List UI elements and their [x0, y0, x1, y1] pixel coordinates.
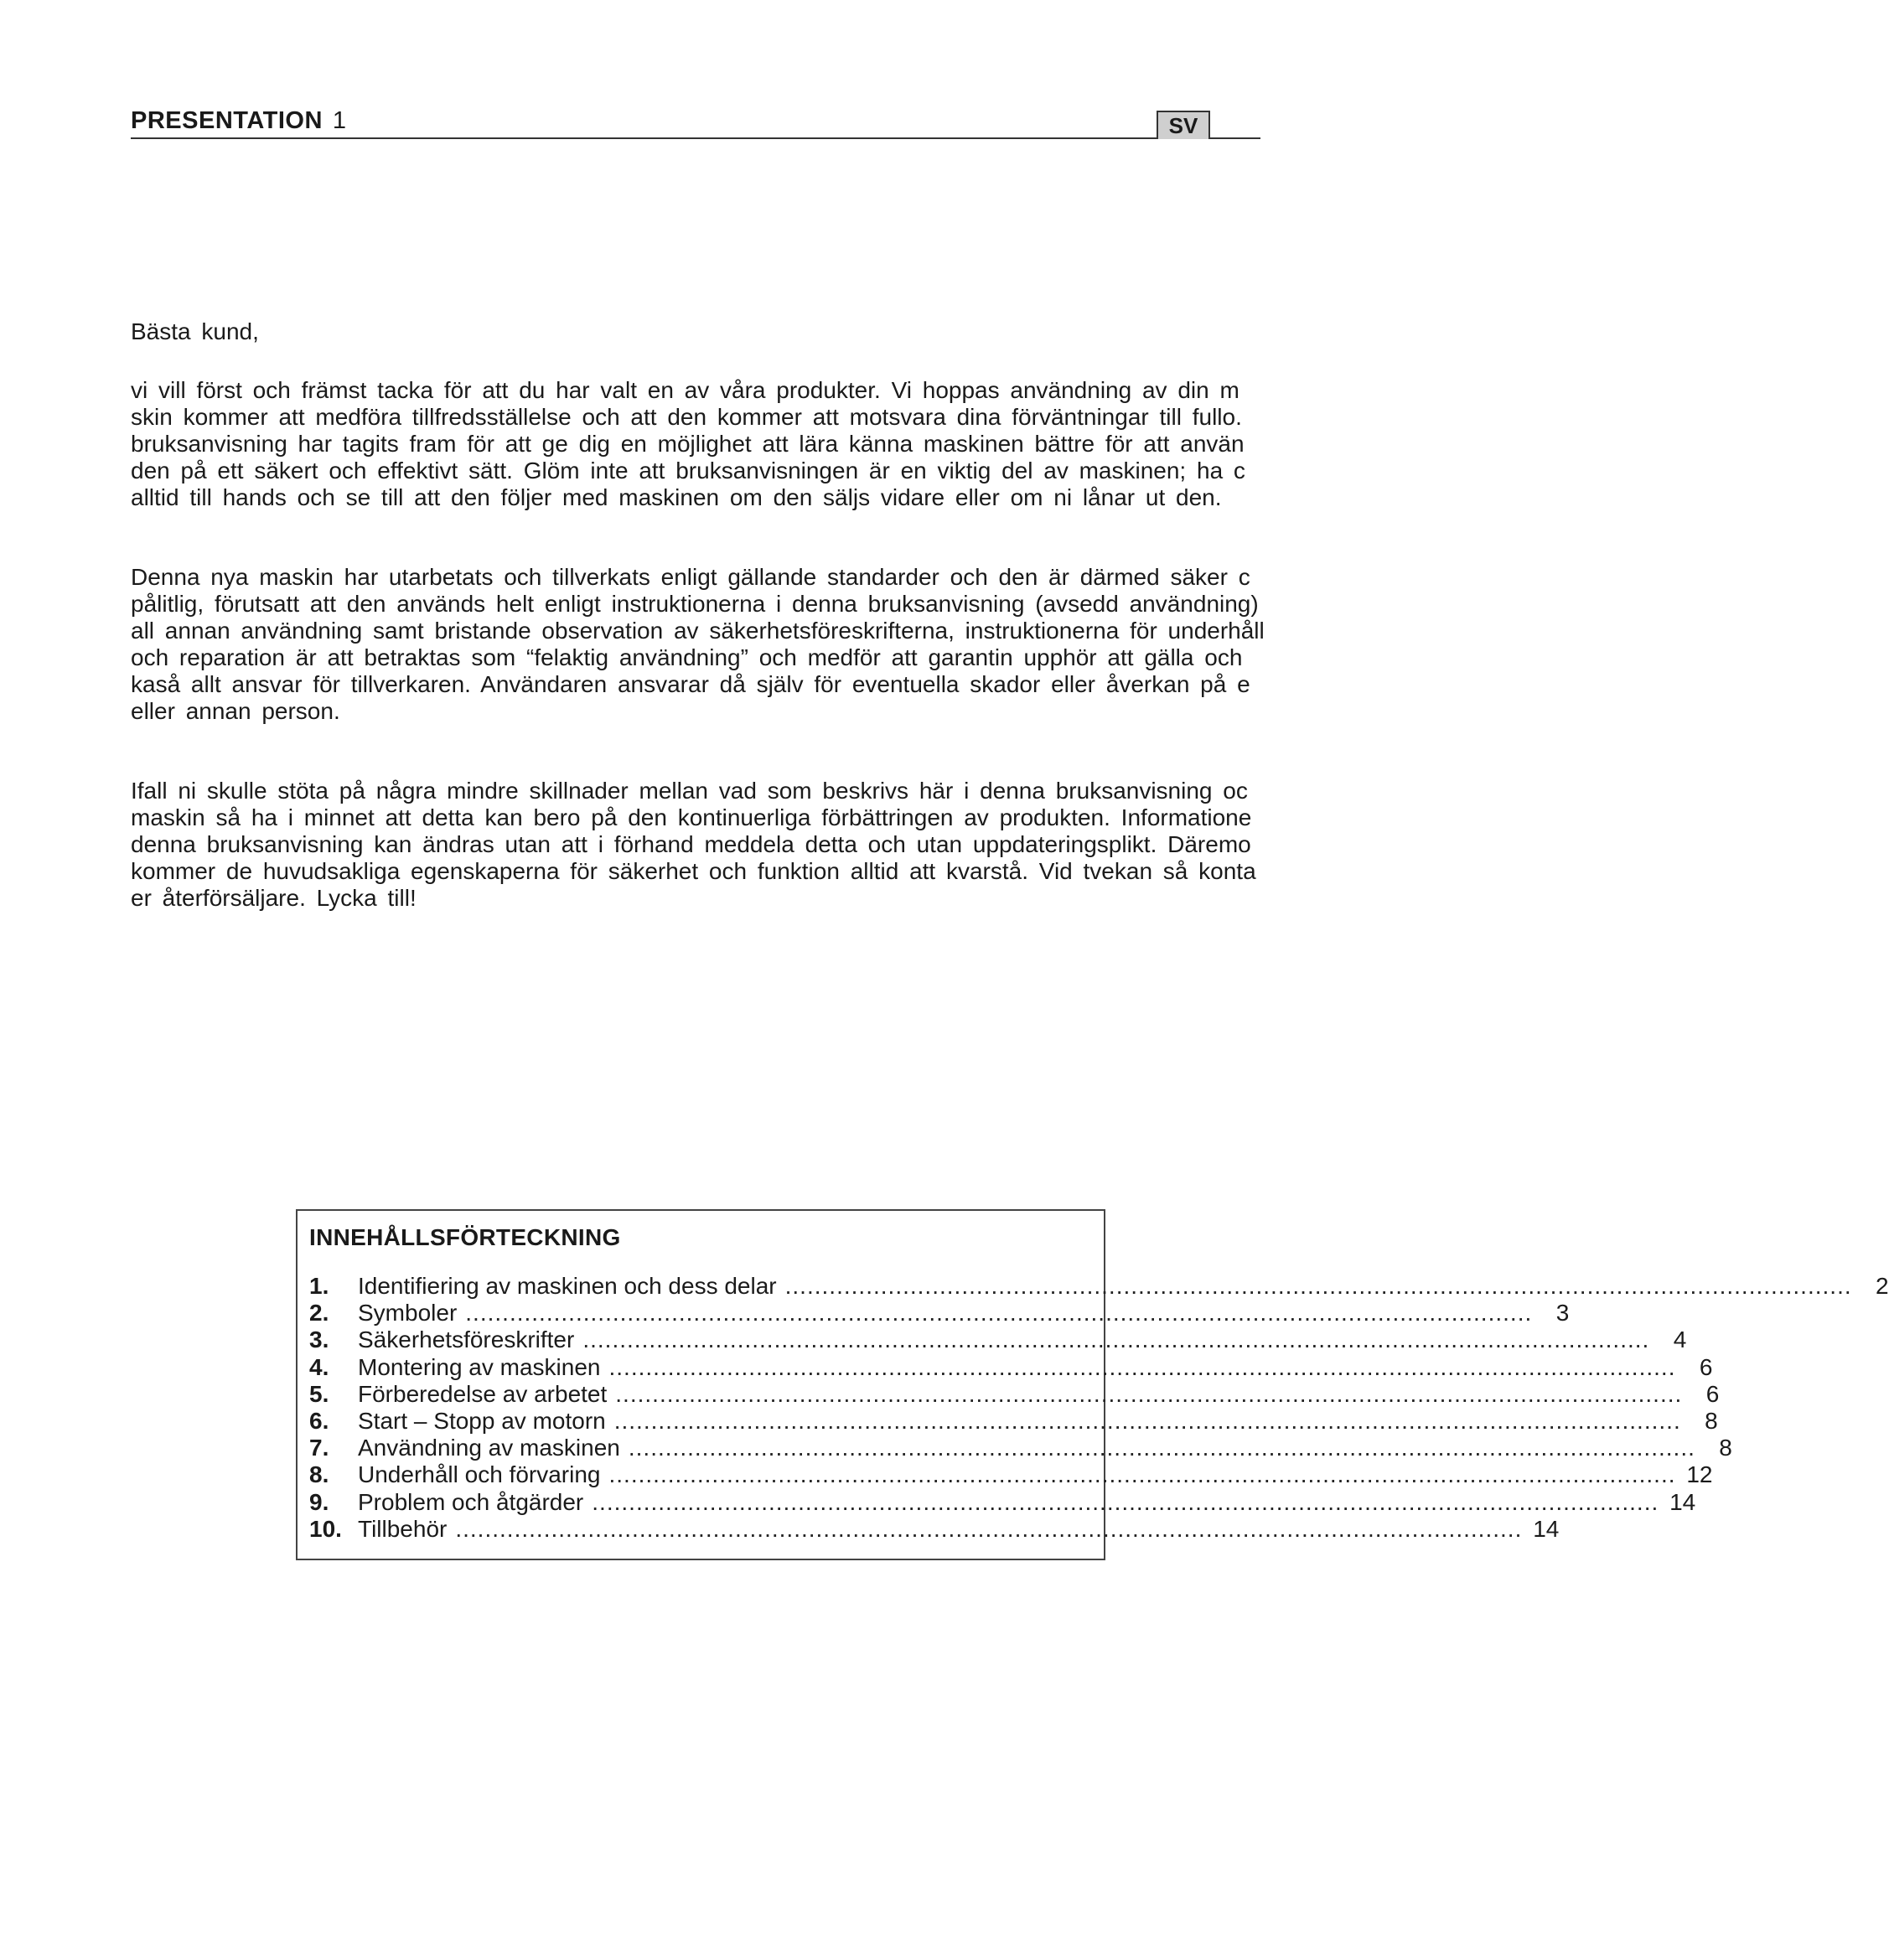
toc-entry-label: Användning av maskinen: [358, 1435, 620, 1461]
toc-entry-page: 4: [1673, 1326, 1687, 1353]
toc-entry-label: Identifiering av maskinen och dess delar: [358, 1273, 777, 1299]
intro-text: [131, 318, 1354, 964]
language-badge: SV: [1157, 111, 1210, 139]
toc-entry[interactable]: [309, 1407, 1718, 1435]
text-line: och reparation är att betraktas som “felaktig användning” och medför att garantin upphör att gälla och: [131, 644, 1243, 670]
toc-entry-page: 14: [1669, 1488, 1696, 1515]
text-line: vi vill först och främst tacka för att du har valt en av våra produkter. Vi hoppas användning av din m: [131, 377, 1239, 403]
text-line: eller annan person.: [131, 698, 340, 724]
toc-entry[interactable]: [309, 1300, 1570, 1326]
toc-leader: .................................................................................................................................................: [465, 1300, 1533, 1326]
text-line: maskin så ha i minnet att detta kan bero på den kontinuerliga förbättringen av produkten. Informatione: [131, 804, 1252, 830]
toc-entry[interactable]: [309, 1435, 1732, 1461]
greeting: Bästa kund,: [131, 318, 259, 344]
toc-entry-page: 6: [1699, 1353, 1713, 1380]
toc-entry-number: 6.: [309, 1407, 329, 1434]
paragraph-1: [131, 377, 1354, 511]
text-line: Ifall ni skulle stöta på några mindre skillnader mellan vad som beskrivs här i denna bruksanvisning oc: [131, 778, 1248, 804]
toc-entry-label: Tillbehör: [358, 1515, 448, 1542]
header-page-number: 1: [332, 107, 347, 134]
toc-leader: .................................................................................................................................................: [582, 1326, 1650, 1353]
toc-entry-label: Säkerhetsföreskrifter: [358, 1326, 575, 1353]
paragraph-2: [131, 564, 1354, 725]
toc-entry-page: 6: [1705, 1380, 1720, 1407]
toc-entry-number: 2.: [309, 1300, 329, 1326]
toc-leader: .................................................................................................................................................: [784, 1273, 1852, 1299]
toc-list: [309, 1273, 1889, 1543]
toc-entry-label: Symboler: [358, 1300, 458, 1326]
toc-entry-number: 3.: [309, 1326, 329, 1353]
toc-entry-label: Underhåll och förvaring: [358, 1461, 601, 1488]
toc-leader: .................................................................................................................................................: [592, 1488, 1659, 1515]
toc-entry-number: 1.: [309, 1273, 329, 1299]
toc-entry-number: 8.: [309, 1461, 329, 1488]
toc-entry[interactable]: [309, 1515, 1560, 1543]
text-line: denna bruksanvisning kan ändras utan att i förhand meddela detta och utan uppdateringsplikt. Däremo: [131, 831, 1251, 857]
text-line: bruksanvisning har tagits fram för att ge dig en möjlighet att lära känna maskinen bättre för att använ: [131, 431, 1245, 457]
text-line: kaså allt ansvar för tillverkaren. Användaren ansvarar då själv för eventuella skador eller åverkan på e: [131, 671, 1250, 697]
toc-entry[interactable]: [309, 1353, 1713, 1381]
toc-entry-page: 8: [1705, 1407, 1718, 1434]
text-line: alltid till hands och se till att den följer med maskinen om den säljs vidare eller om ni lånar ut den.: [131, 484, 1222, 510]
toc-entry-page: 2: [1876, 1273, 1889, 1299]
text-line: skin kommer att medföra tillfredsställelse och att den kommer att motsvara dina förväntningar till fullo.: [131, 404, 1242, 430]
toc-entry-number: 4.: [309, 1353, 329, 1380]
toc-entry[interactable]: [309, 1488, 1696, 1516]
header-title: [131, 107, 346, 135]
text-line: all annan användning samt bristande observation av säkerhetsföreskrifterna, instruktionerna för underhåll: [131, 618, 1265, 644]
toc-entry-label: Start – Stopp av motorn: [358, 1407, 606, 1434]
toc-entry[interactable]: [309, 1273, 1889, 1300]
toc-entry-number: 10.: [309, 1515, 342, 1542]
toc-leader: .................................................................................................................................................: [608, 1353, 1676, 1380]
toc-entry-page: 3: [1555, 1300, 1570, 1326]
page-header: [131, 104, 1260, 139]
text-line: er återförsäljare. Lycka till!: [131, 885, 417, 911]
table-of-contents: [296, 1209, 1889, 1560]
toc-leader: .................................................................................................................................................: [613, 1407, 1681, 1434]
toc-entry[interactable]: [309, 1380, 1720, 1408]
toc-entry[interactable]: [309, 1461, 1713, 1488]
toc-entry-number: 7.: [309, 1435, 329, 1461]
toc-title: INNEHÅLLSFÖRTECKNING: [309, 1224, 621, 1250]
toc-leader: .................................................................................................................................................: [615, 1380, 1683, 1407]
toc-leader: .................................................................................................................................................: [628, 1435, 1695, 1461]
toc-entry-label: Montering av maskinen: [358, 1353, 601, 1380]
toc-entry-number: 9.: [309, 1488, 329, 1515]
text-line: pålitlig, förutsatt att den används helt enligt instruktionerna i denna bruksanvisning (avsedd användning): [131, 591, 1259, 617]
toc-entry-page: 12: [1686, 1461, 1713, 1488]
paragraph-3: [131, 778, 1354, 912]
text-line: den på ett säkert och effektivt sätt. Glöm inte att bruksanvisningen är en viktig del av maskinen; ha c: [131, 458, 1245, 484]
section-title: PRESENTATION: [131, 107, 323, 134]
toc-entry-label: Problem och åtgärder: [358, 1488, 584, 1515]
toc-entry-label: Förberedelse av arbetet: [358, 1380, 608, 1407]
toc-entry-page: 8: [1719, 1435, 1732, 1461]
text-line: kommer de huvudsakliga egenskaperna för säkerhet och funktion alltid att kvarstå. Vid tvekan så konta: [131, 858, 1256, 884]
text-line: Denna nya maskin har utarbetats och tillverkats enligt gällande standarder och den är därmed säker c: [131, 564, 1250, 590]
toc-entry[interactable]: [309, 1326, 1687, 1353]
toc-entry-page: 14: [1533, 1515, 1560, 1542]
toc-entry-number: 5.: [309, 1380, 329, 1407]
toc-leader: .................................................................................................................................................: [455, 1515, 1523, 1542]
toc-leader: .................................................................................................................................................: [608, 1461, 1676, 1488]
